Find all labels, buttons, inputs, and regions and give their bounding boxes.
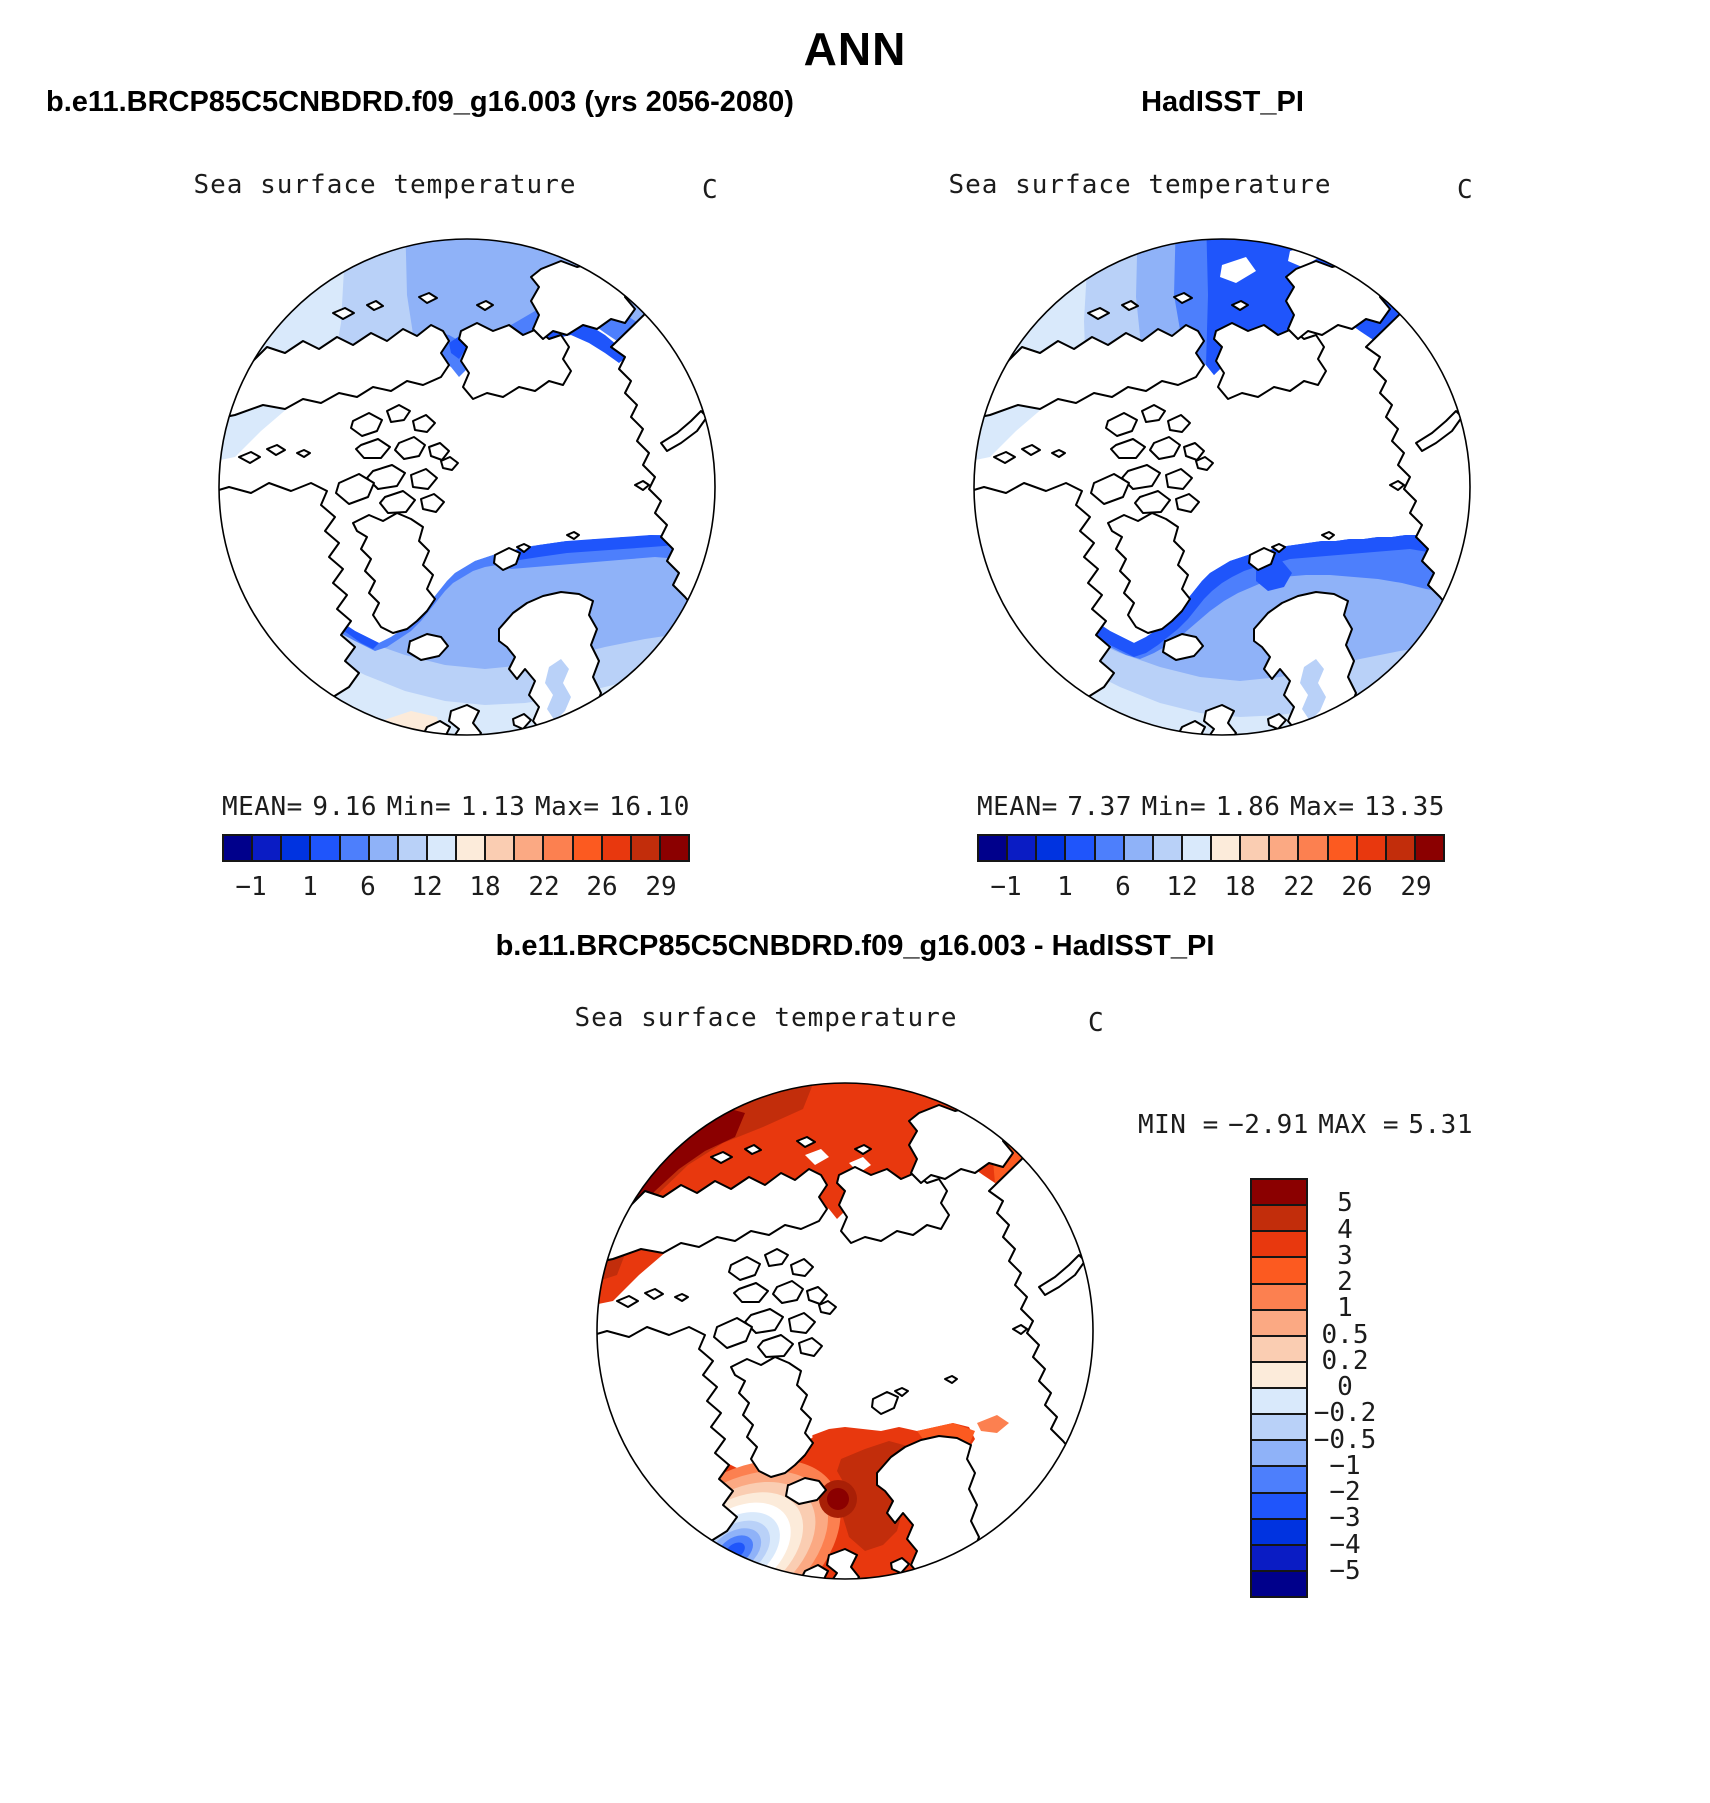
colorbar-tick: −1 [235, 872, 267, 902]
colorbar-tick: 18 [469, 872, 501, 902]
model-map-title: Sea surface temperature [193, 170, 577, 200]
obs-units-label: C [1457, 175, 1473, 205]
obs-stats-row [977, 792, 1445, 822]
colorbar-tick: 1 [1337, 1293, 1353, 1323]
min-value: 1.13 [460, 792, 526, 822]
colorbar-tick: 4 [1337, 1215, 1353, 1245]
min-label: Min= [1141, 792, 1207, 822]
colorbar-tick: −3 [1329, 1503, 1361, 1533]
colorbar-tick: 6 [360, 872, 376, 902]
colorbar-tick: 1 [1057, 872, 1073, 902]
colorbar-tick: 29 [645, 872, 677, 902]
colorbar-tick: 3 [1337, 1241, 1353, 1271]
colorbar-tick: −0.2 [1313, 1398, 1377, 1428]
colorbar-tick: 12 [1166, 872, 1198, 902]
diff-colorbar [1250, 1178, 1308, 1598]
obs-map [970, 235, 1474, 739]
colorbar-tick: 6 [1115, 872, 1131, 902]
colorbar-tick: 26 [586, 872, 618, 902]
colorbar-tick: −1 [990, 872, 1022, 902]
mean-label: MEAN= [222, 792, 303, 822]
max-value: 13.35 [1364, 792, 1445, 822]
max-label: Max= [534, 792, 600, 822]
colorbar-tick: 26 [1341, 872, 1373, 902]
figure-title: ANN [803, 23, 907, 75]
diff-panel-header: b.e11.BRCP85C5CNBDRD.f09_g16.003 - HadISST_PI [495, 930, 1215, 962]
max-value: 5.31 [1408, 1110, 1473, 1140]
max-label: Max= [1289, 792, 1355, 822]
diff-units-label: C [1088, 1008, 1104, 1038]
obs-panel-header: HadISST_PI [1141, 86, 1304, 118]
colorbar-tick: −4 [1329, 1530, 1361, 1560]
mean-value: 7.37 [1067, 792, 1132, 822]
model-panel-header: b.e11.BRCP85C5CNBDRD.f09_g16.003 (yrs 2056-2080) [46, 86, 794, 118]
colorbar-tick: 12 [411, 872, 443, 902]
min-value: 1.86 [1215, 792, 1281, 822]
diff-stats-row [1138, 1110, 1473, 1140]
colorbar-tick: 5 [1337, 1188, 1353, 1218]
max-label: MAX = [1318, 1110, 1400, 1140]
colorbar-tick: −5 [1329, 1556, 1361, 1586]
min-value: −2.91 [1228, 1110, 1309, 1140]
colorbar-tick: 0.2 [1321, 1346, 1369, 1376]
mean-value: 9.16 [312, 792, 377, 822]
obs-map-title: Sea surface temperature [948, 170, 1332, 200]
colorbar-tick: 22 [528, 872, 560, 902]
model-units-label: C [702, 175, 718, 205]
max-value: 16.10 [609, 792, 690, 822]
obs-colorbar [977, 834, 1445, 862]
min-label: Min= [386, 792, 452, 822]
colorbar-tick: −0.5 [1313, 1425, 1377, 1455]
model-stats-row [222, 792, 690, 822]
colorbar-tick: 0.5 [1321, 1320, 1369, 1350]
colorbar-tick: −1 [1329, 1451, 1361, 1481]
model-map [215, 235, 719, 739]
colorbar-tick: 18 [1224, 872, 1256, 902]
model-colorbar [222, 834, 690, 862]
diff-map-title: Sea surface temperature [574, 1003, 958, 1033]
colorbar-tick: −2 [1329, 1477, 1361, 1507]
min-label: MIN = [1138, 1110, 1219, 1140]
colorbar-tick: 22 [1283, 872, 1315, 902]
colorbar-tick: 29 [1400, 872, 1432, 902]
mean-label: MEAN= [977, 792, 1058, 822]
colorbar-tick: 1 [302, 872, 318, 902]
colorbar-tick: 2 [1337, 1267, 1353, 1297]
colorbar-tick: 0 [1337, 1372, 1353, 1402]
diff-map [593, 1079, 1097, 1583]
